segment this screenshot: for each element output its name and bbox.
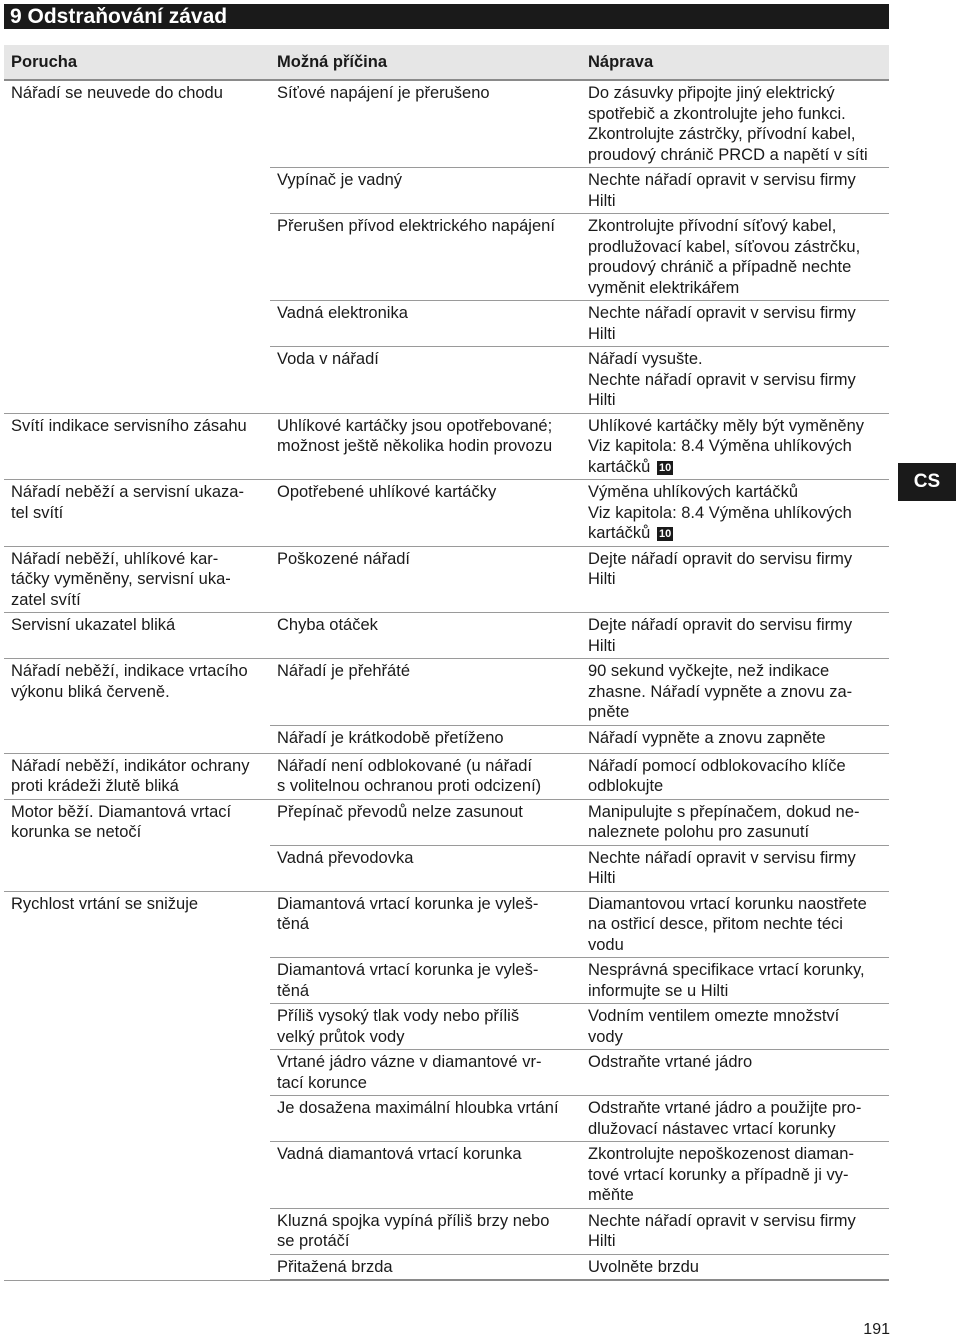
remedy-cell: Nesprávná specifikace vrtací korunky, informujte se u Hilti xyxy=(581,958,889,1004)
cause-cell: Síťové napájení je přerušeno xyxy=(270,80,581,168)
cause-cell: Nářadí není odblokované (u nářadí s volitelnou ochranou proti odcizení) xyxy=(270,753,581,799)
fault-cell: Nářadí neběží, indikátor ochrany proti krádeži žlutě bliká xyxy=(4,753,270,799)
remedy-cell: Dejte nářadí opravit do servisu firmy Hilti xyxy=(581,613,889,659)
page-number: 191 xyxy=(863,1321,890,1338)
cause-cell: Přitažená brzda xyxy=(270,1254,581,1280)
header-fault: Porucha xyxy=(4,45,270,80)
fault-cell: Svítí indikace servisního zásahu xyxy=(4,413,270,480)
remedy-cell xyxy=(581,413,889,480)
remedy-cell: Nechte nářadí opravit v servisu firmy Hilti xyxy=(581,1208,889,1254)
cause-cell: Přepínač převodů nelze zasunout xyxy=(270,799,581,845)
table-row xyxy=(4,891,889,958)
cause-cell: Vadná převodovka xyxy=(270,845,581,891)
cause-cell: Nářadí je přehřáté xyxy=(270,659,581,726)
cause-cell: Vrtané jádro vázne v diamantové vr- tací korunce xyxy=(270,1050,581,1096)
table-row xyxy=(4,546,889,613)
remedy-cell: Nechte nářadí opravit v servisu firmy Hilti xyxy=(581,301,889,347)
table-row xyxy=(4,480,889,547)
fault-cell: Nářadí neběží, uhlíkové kar- táčky vyměněny, servisní uka- zatel svítí xyxy=(4,546,270,613)
remedy-cell: Do zásuvky připojte jiný elektrický spotřebič a zkontrolujte jeho funkci. Zkontrolujte zástrčky, přívodní kabel, proudový chránič PRCD a napětí v síti xyxy=(581,80,889,168)
cause-cell: Kluzná spojka vypíná příliš brzy nebo se protáčí xyxy=(270,1208,581,1254)
cause-cell: Uhlíkové kartáčky jsou opotřebované; možnost ještě několika hodin provozu xyxy=(270,413,581,480)
remedy-cell: Nechte nářadí opravit v servisu firmy Hilti xyxy=(581,168,889,214)
table-row xyxy=(4,799,889,845)
header-cause: Možná příčina xyxy=(270,45,581,80)
section-title: 9 Odstraňování závad xyxy=(4,4,889,29)
remedy-cell: Manipulujte s přepínačem, dokud ne- naleznete polohu pro zasunutí xyxy=(581,799,889,845)
table-row xyxy=(4,659,889,726)
remedy-text: Uhlíkové kartáčky měly být vyměněny Viz kapitola: 8.4 Výměna uhlíkových kartáčků xyxy=(588,416,865,476)
remedy-cell: Zkontrolujte nepoškozenost diaman- tové vrtací korunky a případně ji vy- měňte xyxy=(581,1142,889,1209)
fault-cell: Nářadí neběží, indikace vrtacího výkonu bliká červeně. xyxy=(4,659,270,754)
remedy-cell: Zkontrolujte přívodní síťový kabel, prodlužovací kabel, síťovou zástrčku, proudový chránič a případně nechte vyměnit elektrikářem xyxy=(581,214,889,301)
remedy-cell: Diamantovou vrtací korunku naostřete na ostřicí desce, přitom nechte téci vodu xyxy=(581,891,889,958)
cause-cell: Voda v nářadí xyxy=(270,347,581,414)
cause-cell: Je dosažena maximální hloubka vrtání xyxy=(270,1096,581,1142)
language-tab: CS xyxy=(898,463,956,501)
header-remedy: Náprava xyxy=(581,45,889,80)
remedy-cell: 90 sekund vyčkejte, než indikace zhasne. Nářadí vypněte a znovu za- pněte xyxy=(581,659,889,726)
cause-cell: Chyba otáček xyxy=(270,613,581,659)
section-reference-badge: 10 xyxy=(658,461,672,474)
remedy-cell: Odstraňte vrtané jádro xyxy=(581,1050,889,1096)
section-reference-badge: 10 xyxy=(658,528,672,540)
cause-cell: Opotřebené uhlíkové kartáčky xyxy=(270,480,581,547)
remedy-cell: Nechte nářadí opravit v servisu firmy Hilti xyxy=(581,845,889,891)
fault-cell: Motor běží. Diamantová vrtací korunka se netočí xyxy=(4,799,270,891)
remedy-cell: Dejte nářadí opravit do servisu firmy Hilti xyxy=(581,546,889,613)
cause-cell: Poškozené nářadí xyxy=(270,546,581,613)
cause-cell: Nářadí je krátkodobě přetíženo xyxy=(270,725,581,753)
table-row xyxy=(4,413,889,480)
remedy-cell: Vodním ventilem omezte množství vody xyxy=(581,1004,889,1050)
cause-cell: Vadná diamantová vrtací korunka xyxy=(270,1142,581,1209)
fault-cell: Servisní ukazatel bliká xyxy=(4,613,270,659)
fault-cell: Nářadí neběží a servisní ukaza- tel svítí xyxy=(4,480,270,547)
table-row xyxy=(4,80,889,168)
cause-cell: Diamantová vrtací korunka je vyleš- těná xyxy=(270,891,581,958)
remedy-cell: Odstraňte vrtané jádro a použijte pro- dlužovací nástavec vrtací korunky xyxy=(581,1096,889,1142)
fault-cell: Rychlost vrtání se snižuje xyxy=(4,891,270,1280)
remedy-cell: Nářadí pomocí odblokovacího klíče odblokujte xyxy=(581,753,889,799)
cause-cell: Přerušen přívod elektrického napájení xyxy=(270,214,581,301)
remedy-text: Výměna uhlíkových kartáčků Viz kapitola: 8.4 Výměna uhlíkových kartáčků xyxy=(588,483,852,542)
table-row xyxy=(4,753,889,799)
cause-cell: Vadná elektronika xyxy=(270,301,581,347)
remedy-cell: Uvolněte brzdu xyxy=(581,1254,889,1280)
cause-cell: Příliš vysoký tlak vody nebo příliš velký průtok vody xyxy=(270,1004,581,1050)
remedy-cell xyxy=(581,480,889,547)
troubleshooting-table xyxy=(4,45,889,1281)
remedy-cell: Nářadí vypněte a znovu zapněte xyxy=(581,725,889,753)
cause-cell: Diamantová vrtací korunka je vyleš- těná xyxy=(270,958,581,1004)
fault-cell: Nářadí se neuvede do chodu xyxy=(4,80,270,413)
cause-cell: Vypínač je vadný xyxy=(270,168,581,214)
remedy-cell: Nářadí vysušte. Nechte nářadí opravit v servisu firmy Hilti xyxy=(581,347,889,414)
table-row xyxy=(4,613,889,659)
table-header xyxy=(4,45,889,80)
